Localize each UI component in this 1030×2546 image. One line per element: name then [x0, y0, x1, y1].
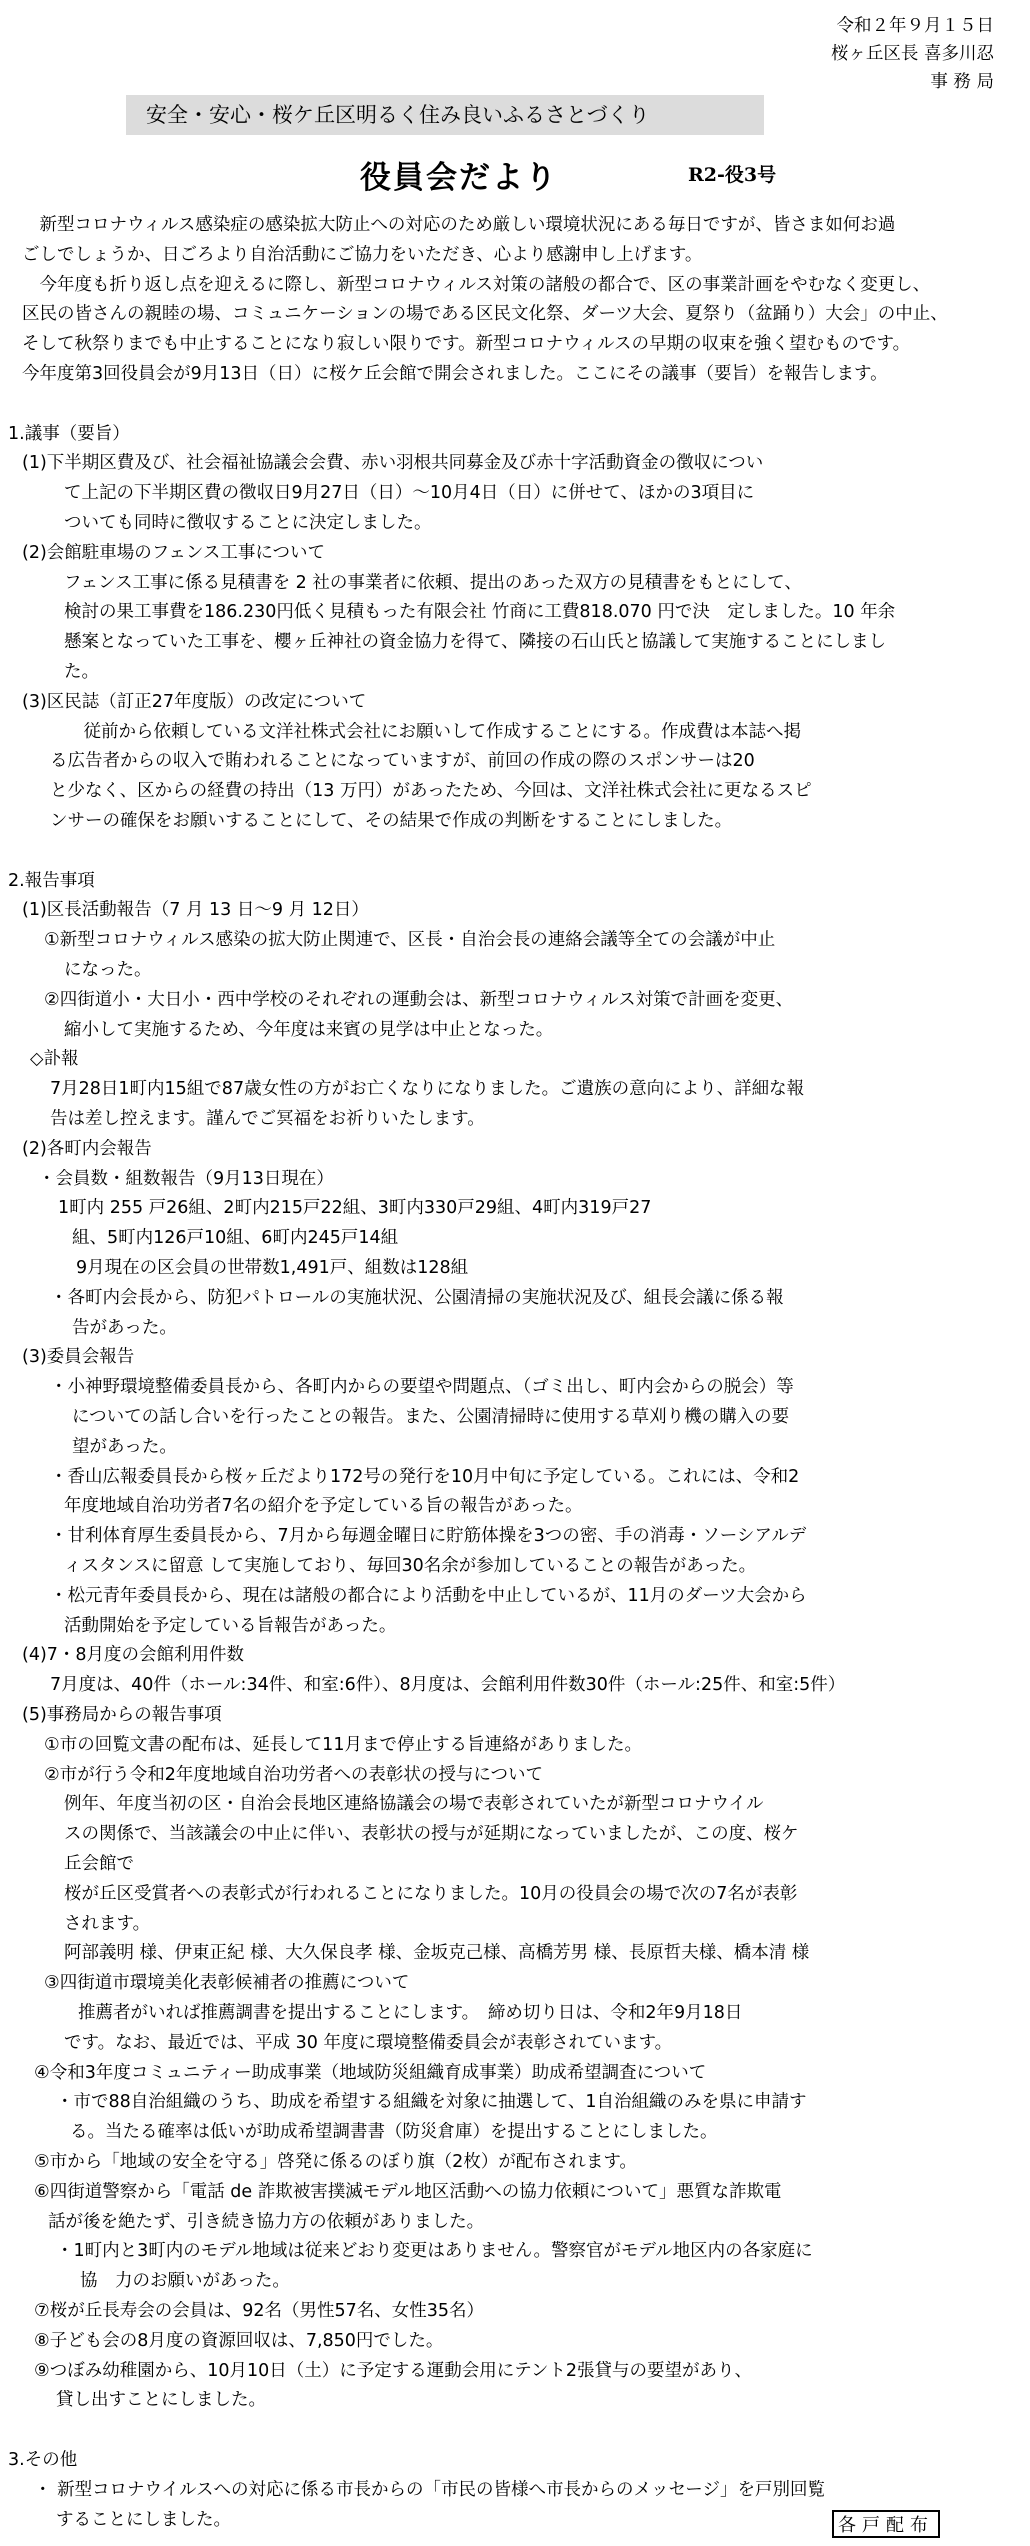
text-line: ンサーの確保をお願いすることにして、その結果で作成の判断をすることにしました。 — [50, 811, 733, 831]
text-line: 1.議事（要旨） — [8, 423, 130, 444]
text-line: ・会員数・組数報告（9月13日現在） — [38, 1168, 334, 1189]
text-line: ④令和3年度コミュニティー助成事業（地域防災組織育成事業）助成希望調査について — [34, 2062, 707, 2083]
text-line: ・小神野環境整備委員長から、各町内からの要望や問題点、（ゴミ出し、町内会からの脱会）等 — [50, 1377, 794, 1398]
text-line: することにしました。 — [56, 2509, 231, 2530]
text-line: ①新型コロナウィルス感染の拡大防止関連で、区長・自治会長の連絡会議等全ての会議が中止 — [44, 930, 776, 951]
text-line: 2.報告事項 — [8, 870, 95, 891]
slogan-banner: 安全・安心・桜ケ丘区明るく住み良いふるさとづくり — [126, 95, 764, 135]
text-line: ②四街道小・大日小・西中学校のそれぞれの運動会は、新型コロナウィルス対策で計画を変更、 — [44, 989, 794, 1010]
text-line: ⑧子ども会の8月度の資源回収は、7,850円でした。 — [34, 2330, 444, 2351]
text-line: 推薦者がいれば推薦調書を提出することにします。 締め切り日は、令和2年9月18日 — [78, 2003, 743, 2023]
text-line: 7月28日1町内15組で87歳女性の方がお亡くなりになりました。ご遺族の意向により、詳細な報 — [50, 1079, 805, 1100]
text-line: (2)会館駐車場のフェンス工事について — [22, 542, 326, 563]
text-line: ・1町内と3町内のモデル地域は従来どおり変更はありません。警察官がモデル地区内の各家庭に — [56, 2241, 813, 2262]
text-line: ⑤市から「地域の安全を守る」啓発に係るのぼり旗（2枚）が配布されます。 — [34, 2152, 637, 2172]
text-line: る。当たる確率は低いが助成希望調書書（防災倉庫）を提出することにしました。 — [70, 2122, 718, 2143]
text-line: 1町内 255 戸26組、2町内215戸22組、3町内330戸29組、4町内319戸27 — [58, 1198, 652, 1219]
text-line: 年度地域自治功労者7名の紹介を予定している旨の報告があった。 — [64, 1496, 583, 1517]
text-line: 検討の果工事費を186.230円低く見積もった有限会社 竹商に工費818.070 円で決 定しました。10 年余 — [64, 602, 896, 623]
text-line: ⑦桜が丘長寿会の会員は、92名（男性57名、女性35名） — [34, 2301, 484, 2321]
distribution-stamp: 各戸配布 — [832, 2510, 940, 2538]
text-line: 例年、年度当初の区・自治会長地区連絡協議会の場で表彰されていたが新型コロナウイル — [64, 1794, 764, 1815]
sender-name: 桜ヶ丘区長 喜多川忍 — [830, 44, 994, 64]
text-line: ②市が行う令和2年度地域自治功労者への表彰状の授与について — [44, 1764, 543, 1785]
text-line: 活動開始を予定している旨報告があった。 — [64, 1615, 397, 1636]
text-line: ィスタンスに留意 して実施しており、毎回30名余が参加していることの報告があった。 — [64, 1556, 757, 1576]
text-line: ・ 新型コロナウイルスへの対応に係る市長からの「市民の皆様へ市長からのメッセージ」を戸別回覧 — [34, 2479, 825, 2500]
text-line: になった。 — [64, 960, 152, 980]
text-line: ①市の回覧文書の配布は、延長して11月まで停止する旨連絡がありました。 — [44, 1734, 642, 1755]
text-line: ごしでしょうか、日ごろより自治活動にご協力をいただき、心より感謝申し上げます。 — [22, 244, 703, 265]
header-info — [831, 12, 994, 96]
text-line: 今年度も折り返し点を迎えるに際し、新型コロナウィルス対策の諸般の都合で、区の事業計画をやむなく変更し、 — [22, 274, 931, 295]
sender-office: 事 務 局 — [930, 72, 994, 92]
text-line: 組、5町内126戸10組、6町内245戸14組 — [72, 1228, 399, 1249]
text-line: (1)下半期区費及び、社会福祉協議会会費、赤い羽根共同募金及び赤十字活動資金の徴収につい — [22, 453, 764, 474]
text-line: 3.その他 — [8, 2450, 78, 2470]
text-line: 懸案となっていた工事を、櫻ヶ丘神社の資金協力を得て、隣接の石山氏と協議して実施することにしまし — [64, 632, 887, 653]
text-line: についての話し合いを行ったことの報告。また、公園清掃時に使用する草刈り機の購入の要 — [72, 1407, 790, 1427]
text-line: ・各町内会長から、防犯パトロールの実施状況、公園清掃の実施状況及び、組長会議に係る報 — [50, 1287, 784, 1308]
text-line: て上記の下半期区費の徴収日9月27日（日）～10月4日（日）に併せて、ほかの3項目に — [64, 483, 755, 504]
text-line: ・松元青年委員長から、現在は諸般の都合により活動を中止しているが、11月のダーツ大会から — [50, 1585, 807, 1606]
text-line: 協 力のお願いがあった。 — [80, 2271, 290, 2292]
page-title: 役員会だより — [360, 160, 558, 196]
title-row — [0, 152, 1030, 196]
text-line: 望があった。 — [72, 1436, 177, 1457]
text-line: 告は差し控えます。謹んでご冥福をお祈りいたします。 — [50, 1109, 485, 1129]
text-line: 桜が丘区受賞者への表彰式が行われることになりました。10月の役員会の場で次の7名が表彰 — [64, 1883, 798, 1904]
text-line: (3)委員会報告 — [22, 1347, 135, 1368]
text-line: 阿部義明 様、伊東正紀 様、大久保良孝 様、金坂克己様、高橋芳男 様、長原哲夫様、橋本清 様 — [64, 1943, 810, 1964]
text-line: ついても同時に徴収することに決定しました。 — [64, 513, 432, 533]
text-line: と少なく、区からの経費の持出（13 万円）があったため、今回は、文洋社株式会社に更なるスピ — [50, 781, 812, 802]
text-line: ⑥四街道警察から「電話 de 詐欺被害撲滅モデル地区活動への協力依頼について」悪質な詐欺電 — [34, 2181, 782, 2202]
text-line: 従前から依頼している文洋社株式会社にお願いして作成することにする。作成費は本誌へ掲 — [66, 721, 801, 742]
text-line: (5)事務局からの報告事項 — [22, 1705, 222, 1725]
text-line: されます。 — [64, 1913, 151, 1934]
text-line: ・香山広報委員長から桜ヶ丘だより172号の発行を10月中旬に予定している。これには、令和2 — [50, 1466, 800, 1487]
text-line: そして秋祭りまでも中止することになり寂しい限りです。新型コロナウィルスの早期の収束を強く望むものです。 — [22, 334, 911, 355]
text-line: ・市で88自治組織のうち、助成を希望する組織を対象に抽選して、1自治組織のみを県に申請す — [56, 2092, 807, 2113]
text-line: スの関係で、当該議会の中止に伴い、表彰状の授与が延期になっていましたが、この度、桜ケ — [64, 1824, 799, 1845]
text-line: る広告者からの収入で賄われることになっていますが、前回の作成の際のスポンサーは20 — [50, 751, 755, 772]
text-line: 今年度第3回役員会が9月13日（日）に桜ケ丘会館で開会されました。ここにその議事（要旨）を報告します。 — [22, 364, 888, 384]
text-line: ◇訃報 — [30, 1049, 79, 1070]
text-line: (4)7・8月度の会館利用件数 — [22, 1645, 245, 1666]
text-line: 新型コロナウィルス感染症の感染拡大防止への対応のため厳しい環境状況にある毎日ですが、皆さま如何お過 — [22, 215, 896, 235]
text-line: 丘会館で — [64, 1854, 134, 1874]
text-line: です。なお、最近では、平成 30 年度に環境整備委員会が表彰されています。 — [64, 2032, 673, 2053]
text-line: 話が後を絶たず、引き続き協力方の依頼がありました。 — [48, 2211, 485, 2232]
text-line: ⑨つぼみ幼稚園から、10月10日（土）に予定する運動会用にテント2張貸与の要望があり、 — [34, 2360, 752, 2381]
text-line: 区民の皆さんの親睦の場、コミュニケーションの場である区民文化祭、ダーツ大会、夏祭り（盆踊り）大会」の中止、 — [22, 304, 948, 325]
issue-number: R2-役3号 — [688, 164, 777, 186]
text-line: 7月度は、40件（ホール:34件、和室:6件）、8月度は、会館利用件数30件（ホール:25件、和室:5件） — [50, 1675, 846, 1696]
text-line: (1)区長活動報告（7 月 13 日～9 月 12日） — [22, 900, 369, 921]
text-line: ・甘利体育厚生委員長から、7月から毎週金曜日に貯筋体操を3つの密、手の消毒・ソーシアルデ — [50, 1526, 807, 1547]
text-line: (2)各町内会報告 — [22, 1138, 152, 1159]
text-line: 貸し出すことにしました。 — [56, 2390, 266, 2411]
text-line: 告があった。 — [72, 1317, 177, 1338]
text-line: 9月現在の区会員の世帯数1,491戸、組数は128組 — [76, 1258, 469, 1278]
text-line: 縮小して実施するため、今年度は来賓の見学は中止となった。 — [64, 1019, 554, 1040]
text-line: た。 — [64, 662, 99, 682]
issue-date: 令和２年９月１５日 — [836, 16, 994, 36]
text-line: (3)区民誌（訂正27年度版）の改定について — [22, 691, 367, 712]
text-line: ③四街道市環境美化表彰候補者の推薦について — [44, 1973, 410, 1994]
text-line: フェンス工事に係る見積書を 2 社の事業者に依頼、提出のあった双方の見積書をもとにして、 — [64, 572, 802, 593]
